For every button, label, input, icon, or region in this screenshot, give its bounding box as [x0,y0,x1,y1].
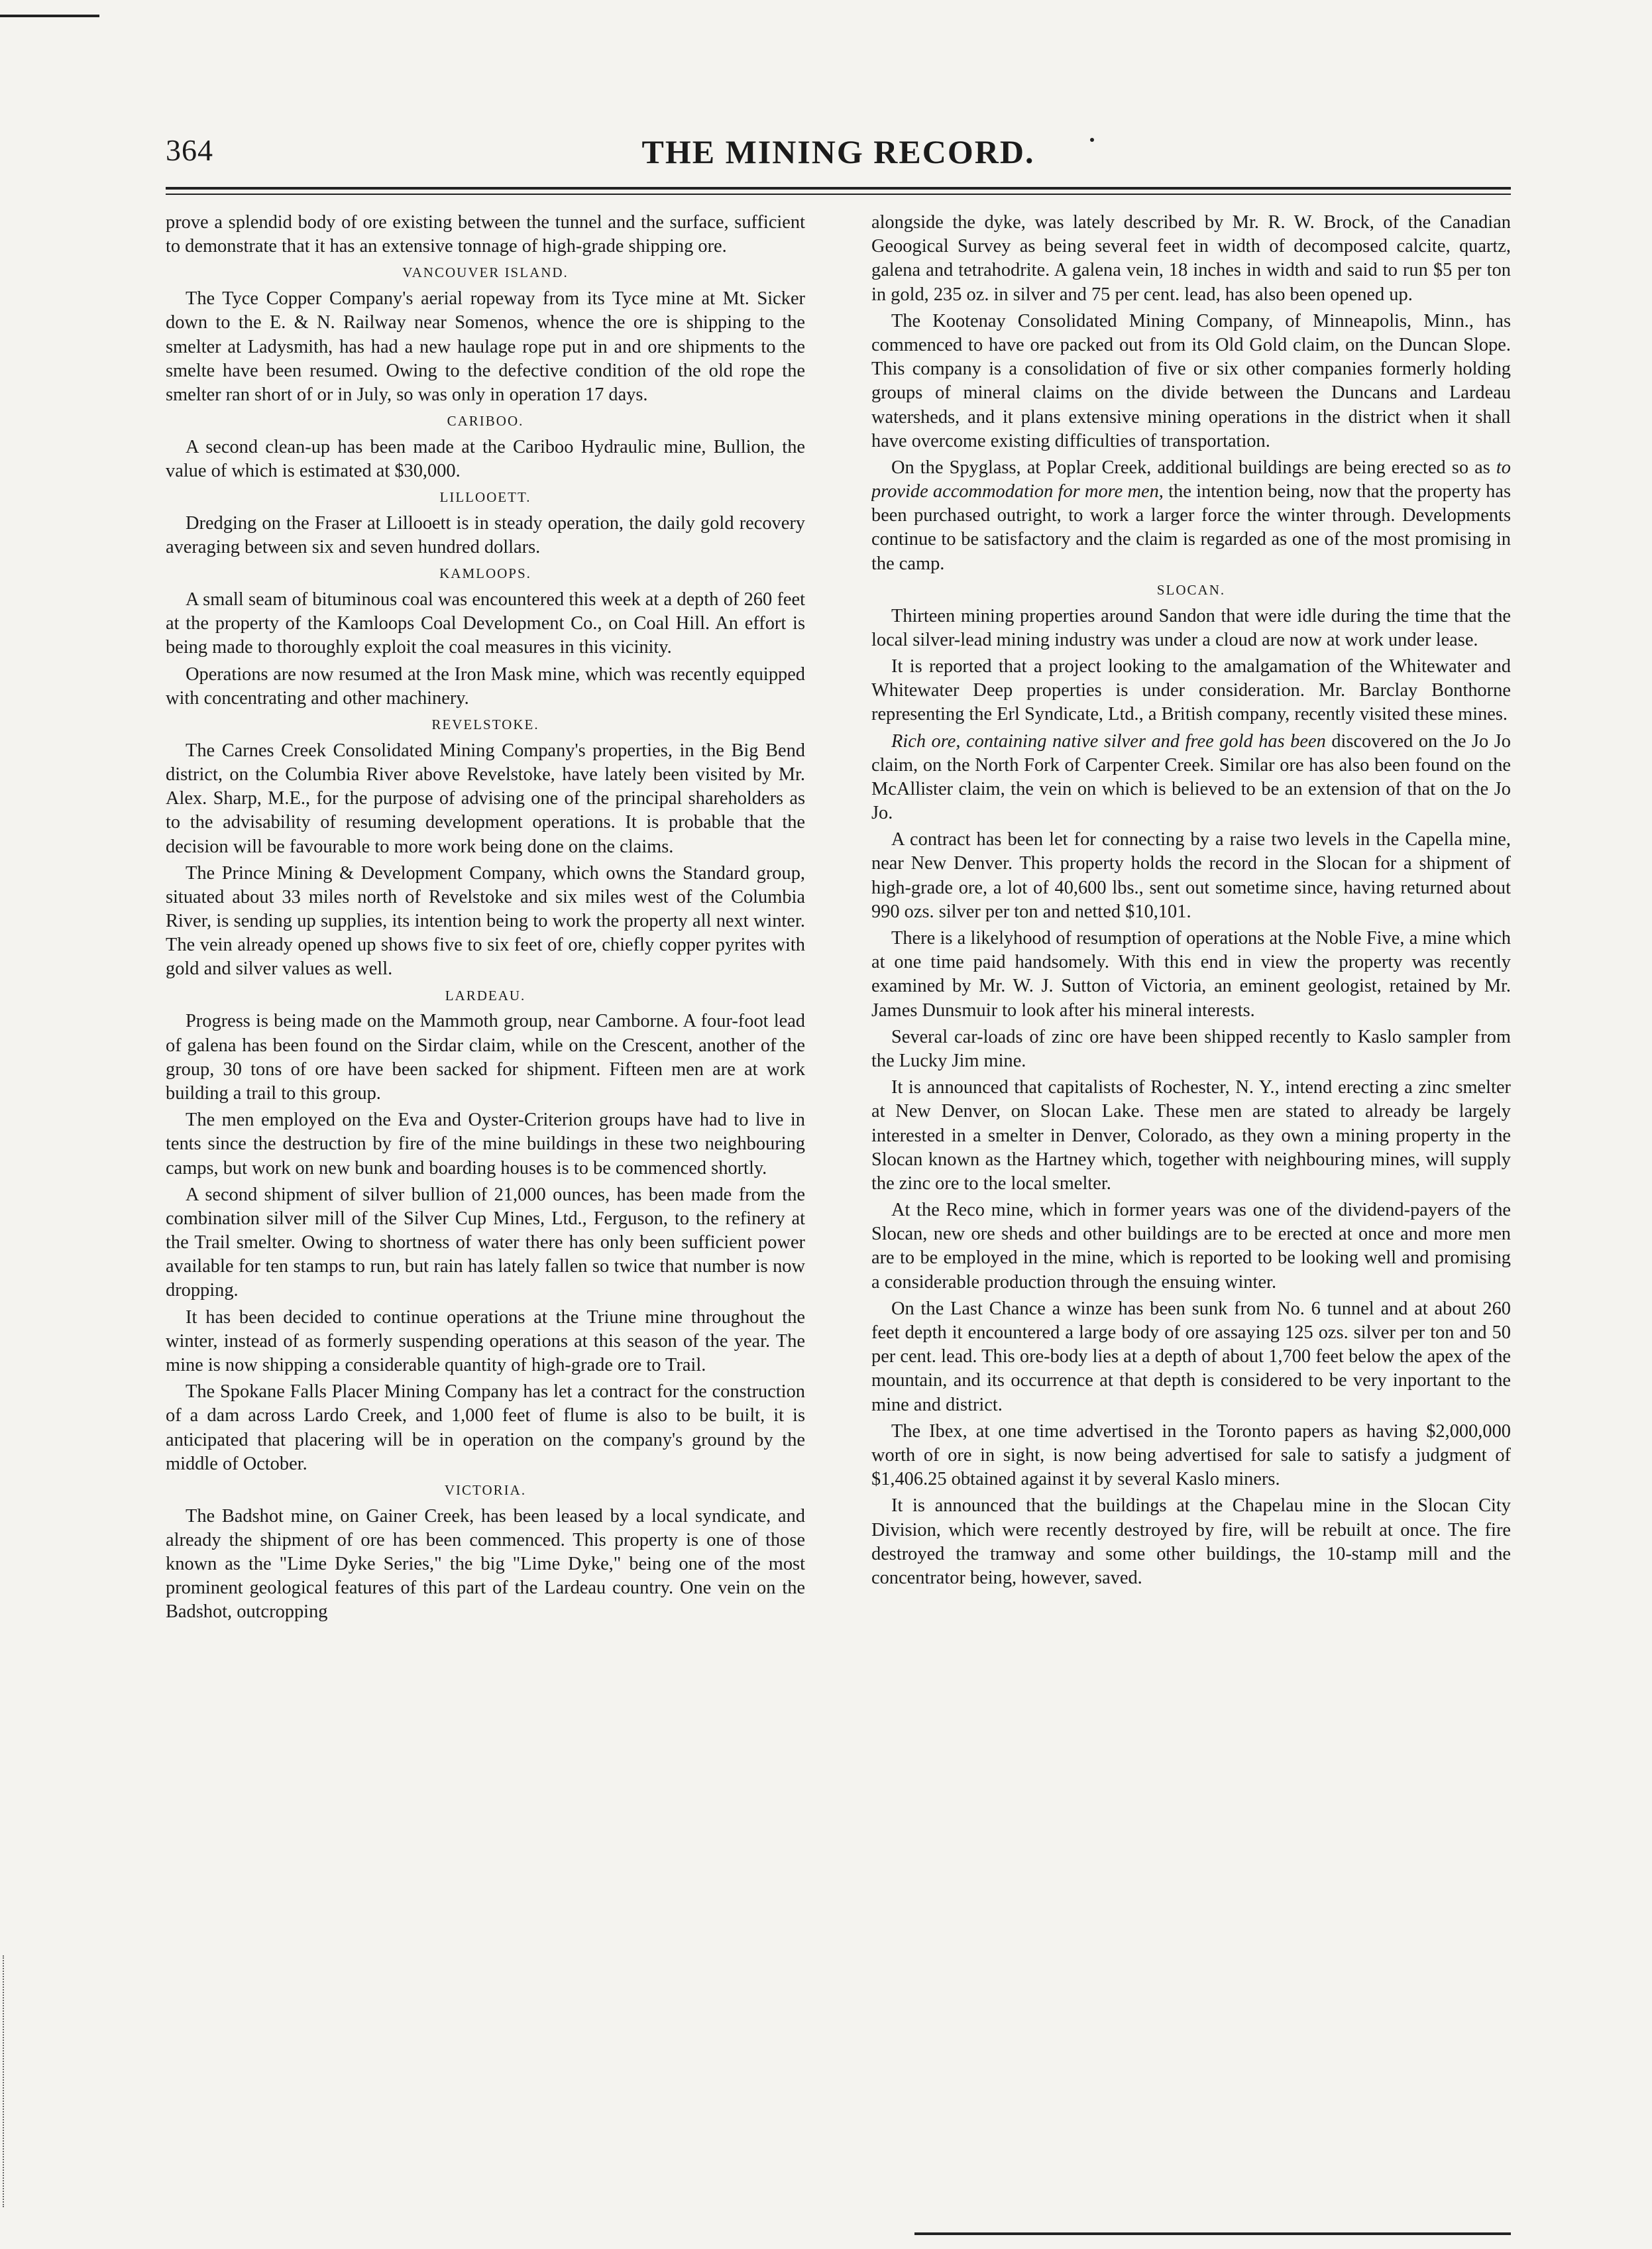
paragraph: There is a likelyhood of resumption of operations at the Noble Five, a mine which at one time paid handsomely. With this end in view the property was recently examined by Mr. W. J. Sutton of Victoria, an eminent geologist, retained by Mr. James Dunsmuir to look after his mineral interests. [871,928,1511,1021]
paragraph: The Kootenay Consolidated Mining Company, of Minneapolis, Minn., has commenced to have ore packed out from its Old Gold claim, on the Duncan Slope. This company is a consolidation of five or six other companies formerly holding groups of mineral claims on the divide between the Duncans and Lardeau watersheds, and it plans extensive mining operations in the district when it shall have overcome existing difficulties of transportation. [871,310,1511,451]
paragraph: A small seam of bituminous coal was encountered this week at a depth of 260 feet at the property of the Kamloops Coal Development Co., on Coal Hill. An effort is being made to thoroughly exploit the coal measures in this vicinity. [166,589,805,658]
section-heading-lardeau: LARDEAU. [445,987,526,1004]
paragraph: A second clean-up has been made at the Cariboo Hydraulic mine, Bullion, the value of which is estimated at $30,000. [166,436,805,481]
italic-text-run: to provide accommodation for more men, [871,457,1511,502]
text-run: discovered on the Jo Jo claim, on the North Fork of Carpenter Creek. Similar ore has also been found on the McAllister claim, the vein on which is believed to be an extension of that on the Jo Jo. [871,730,1511,824]
paragraph: The men employed on the Eva and Oyster-Criterion groups have had to live in tents since the destruction by fire of the mine buildings in these two neighbouring camps, but work on new bunk and boarding houses is to be commenced shortly. [166,1110,805,1179]
paragraph: prove a splendid body of ore existing between the tunnel and the surface, sufficient to demonstrate that it has an extensive tonnage of high-grade shipping ore. [166,212,805,257]
text-run: On the Spyglass, at Poplar Creek, additional buildings are being erected so as [891,457,1496,478]
paragraph: The Ibex, at one time advertised in the Toronto papers as having $2,000,000 worth of ore in sight, is now being advertised for sale to satisfy a judgment of $1,406.25 obtained against it by several Kaslo miners. [871,1420,1511,1490]
section-heading-revelstoke: REVELSTOKE. [431,717,539,732]
page-number: 364 [166,133,213,167]
section-heading-lillooett: LILLOOETT. [439,489,531,506]
paragraph: Dredging on the Fraser at Lillooett is in steady operation, the daily gold recovery averaging between six and seven hundred dollars. [166,512,805,558]
bottom-rule [914,2232,1511,2235]
paragraph [871,730,1511,826]
top-edge-rule [0,15,99,17]
paragraph: A second shipment of silver bullion of 21,000 ounces, has been made from the combination silver mill of the Silver Cup Mines, Ltd., Ferguson, to the refinery at the Trail smelter. Owing to shortness of water there has only been sufficient power available for ten stamps to run, but rain has lately fallen so twice that number is now dropping. [166,1184,805,1301]
paragraph: The Carnes Creek Consolidated Mining Company's properties, in the Big Bend district, on the Columbia River above Revelstoke, have lately been visited by Mr. Alex. Sharp, M.E., for the purpose of advising one of the principal shareholders as to the advisability of resuming development operations. It is probable that the decision will be favourable to more work being done on the claims. [166,740,805,857]
paragraph: It is reported that a project looking to the amalgamation of the Whitewater and Whitewater Deep properties is under consideration. Mr. Barclay Bonthorne representing the Erl Syndicate, Ltd., a British company, recently visited these mines. [871,656,1511,725]
page-header [166,133,1511,179]
paragraph: The Spokane Falls Placer Mining Company has let a contract for the construction of a dam across Lardo Creek, and 1,000 feet of flume is also to be built, it is anticipated that placering will be in operation on the company's ground by the middle of October. [166,1381,805,1474]
paragraph: It is announced that the buildings at the Chapelau mine in the Slocan City Division, which were recently destroyed by fire, will be rebuilt at once. The fire destroyed the tramway and some other buildings, the 10-stamp mill and the concentrator being, however, saved. [871,1495,1511,1588]
text-run: the intention being, now that the property has been purchased outright, to work a larger force the winter through. Developments continue to be satisfactory and the claim is regarded as one of the most promising in the camp. [871,481,1511,574]
section-heading-slocan: SLOCAN. [1156,581,1226,598]
paragraph: The Badshot mine, on Gainer Creek, has been leased by a local syndicate, and already the shipment of ore has been commenced. This property is one of those known as the "Lime Dyke Series," the big "Lime Dyke," being one of the most prominent geological features of this part of the Lardeau country. One vein on the Badshot, outcropping [166,1505,805,1623]
paragraph: A contract has been let for connecting by a raise two levels in the Capella mine, near New Denver. This property holds the record in the Slocan for a shipment of high-grade ore, a lot of 40,600 lbs., sent out sometime since, having returned about 990 ozs. silver per ton and netted $10,101. [871,829,1511,922]
paragraph: The Tyce Copper Company's aerial ropeway from its Tyce mine at Mt. Sicker down to the E. & N. Railway near Somenos, whence the ore is shipping to the smelter at Ladysmith, has had a new haulage rope put in and ore shipments to the smelte have been resumed. Owing to the defective condition of the old rope the smelter ran short of or in July, so was only in operation 17 days. [166,288,805,405]
paragraph: Thirteen mining properties around Sandon that were idle during the time that the local silver-lead mining industry was under a cloud are now at work under lease. [871,605,1511,650]
section-heading-victoria: VICTORIA. [444,1481,527,1498]
header-rule-thick [166,187,1511,190]
paragraph: On the Last Chance a winze has been sunk from No. 6 tunnel and at about 260 feet depth it encountered a large body of ore assaying 125 ozs. silver per ton and 50 per cent. lead. This ore-body lies at a depth of about 1,700 feet below the apex of the mountain, and its occurrence at that depth is considered to be very inportant to the mine and district. [871,1298,1511,1415]
paragraph: It is announced that capitalists of Rochester, N. Y., intend erecting a zinc smelter at New Denver, on Slocan Lake. These men are stated to already be largely interested in a smelter in Denver, Colorado, as they own a mining property in the Slocan known as the Hartney which, together with neighbouring mines, will supply the zinc ore to the local smelter. [871,1077,1511,1194]
binding-margin-marks [3,1955,11,2207]
paragraph: Several car-loads of zinc ore have been shipped recently to Kaslo sampler from the Lucky Jim mine. [871,1026,1511,1071]
right-column [871,211,1511,2173]
paragraph [871,456,1511,576]
article-columns [166,211,1511,2173]
journal-title: THE MINING RECORD. [641,133,1035,170]
section-heading-vancouver-island: VANCOUVER ISLAND. [402,264,569,281]
paragraph: It has been decided to continue operations at the Triune mine throughout the winter, instead of as formerly suspending operations at this season of the year. The mine is now shipping a considerable quantity of high-grade ore to Trail. [166,1306,805,1375]
italic-text-run: Rich ore, containing native silver and free gold has been [891,730,1326,752]
header-rule-thin [166,194,1511,195]
paragraph: alongside the dyke, was lately described by Mr. R. W. Brock, of the Canadian Geoogical Survey as being several feet in width of decomposed calcite, quartz, galena and tetrahodrite. A galena vein, 18 inches in width and said to run $5 per ton in gold, 235 oz. in silver and 75 per cent. lead, has also been opened up. [871,212,1511,305]
section-heading-cariboo: CARIBOO. [447,413,524,430]
paragraph: At the Reco mine, which in former years was one of the dividend-payers of the Slocan, new ore sheds and other buildings are to be erected at once and more men are to be employed in the mine, which is reported to be looking well and promising a considerable production through the ensuing winter. [871,1200,1511,1293]
paragraph: Progress is being made on the Mammoth group, near Camborne. A four-foot lead of galena has been found on the Sirdar claim, while on the Crescent, another of the group, 30 tons of ore have been sacked for shipment. Fifteen men are at work building a trail to this group. [166,1011,805,1104]
paragraph: The Prince Mining & Development Company, which owns the Standard group, situated about 33 miles north of Revelstoke and six miles west of the Columbia River, is sending up supplies, its intention being to work the property all next winter. The vein already opened up shows five to six feet of ore, chiefly copper pyrites with gold and silver values as well. [166,862,805,980]
left-column [166,211,805,2173]
paragraph: Operations are now resumed at the Iron Mask mine, which was recently equipped with concentrating and other machinery. [166,663,805,709]
section-heading-kamloops: KAMLOOPS. [439,565,531,582]
